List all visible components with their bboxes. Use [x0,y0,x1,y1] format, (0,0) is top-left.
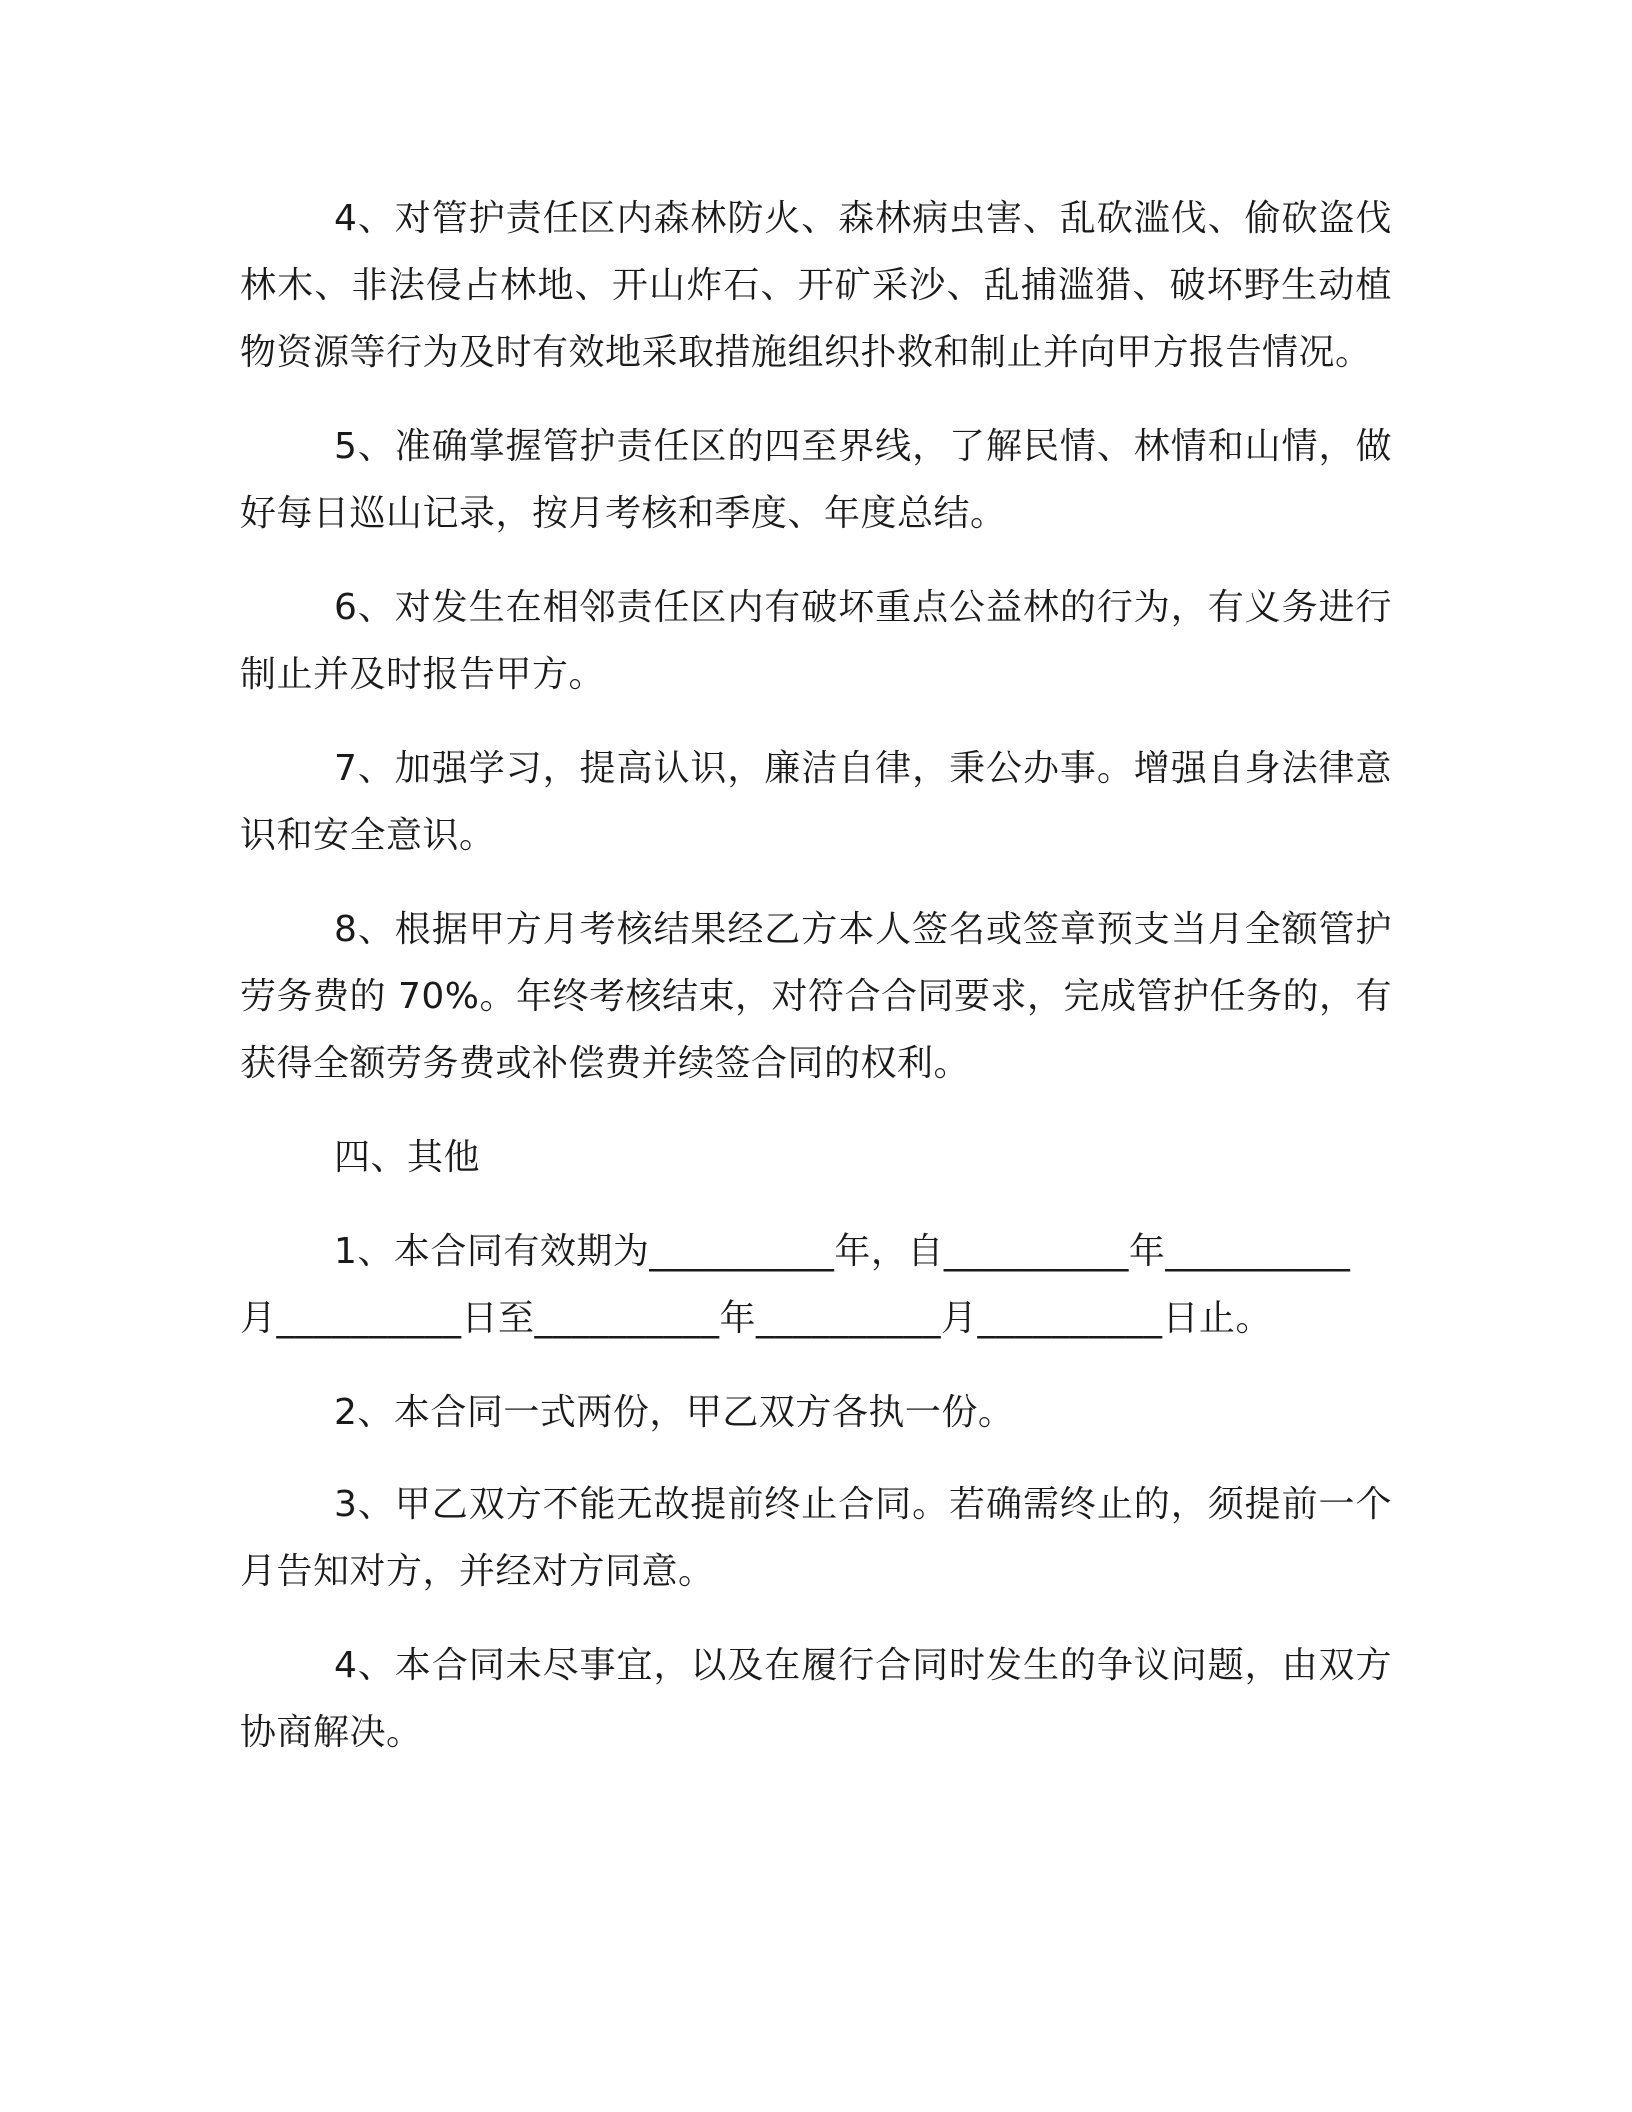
document-body [240,185,1392,1793]
clause-8-payment: 8、根据甲方月考核结果经乙方本人签名或签章预支当月全额管护劳务费的 70%。年终考核结束，对符合合同要求，完成管护任务的，有获得全额劳务费或补偿费并续签合同的权利。 [240,909,1392,1084]
clause-6-adjacent-area: 6、对发生在相邻责任区内有破坏重点公益林的行为，有义务进行制止并及时报告甲方。 [240,587,1392,695]
other-clause-3-termination: 3、甲乙双方不能无故提前终止合同。若确需终止的，须提前一个月告知对方，并经对方同意。 [240,1484,1392,1592]
clause-7-study: 7、加强学习，提高认识，廉洁自律，秉公办事。增强自身法律意识和安全意识。 [240,748,1392,856]
other-clause-4-disputes: 4、本合同未尽事宜，以及在履行合同时发生的争议问题，由双方协商解决。 [240,1645,1392,1753]
clause-4-fire-prevention: 4、对管护责任区内森林防火、森林病虫害、乱砍滥伐、偷砍盗伐林木、非法侵占林地、开山炸石、开矿采沙、乱捕滥猎、破坏野生动植物资源等行为及时有效地采取措施组织扑救和制止并向甲方报告情况。 [240,198,1392,373]
validity-line-2: 月__________日至__________年__________月__________日止。 [240,1298,1273,1339]
clause-5-boundary: 5、准确掌握管护责任区的四至界线，了解民情、林情和山情，做好每日巡山记录，按月考核和季度、年度总结。 [240,426,1392,534]
other-clause-2-copies: 2、本合同一式两份，甲乙双方各执一份。 [334,1392,1015,1433]
section-heading-other: 四、其他 [334,1137,481,1178]
other-clause-1-validity [240,1218,1392,1352]
validity-line-1: 1、本合同有效期为__________年，自__________年__________ [334,1231,1351,1272]
